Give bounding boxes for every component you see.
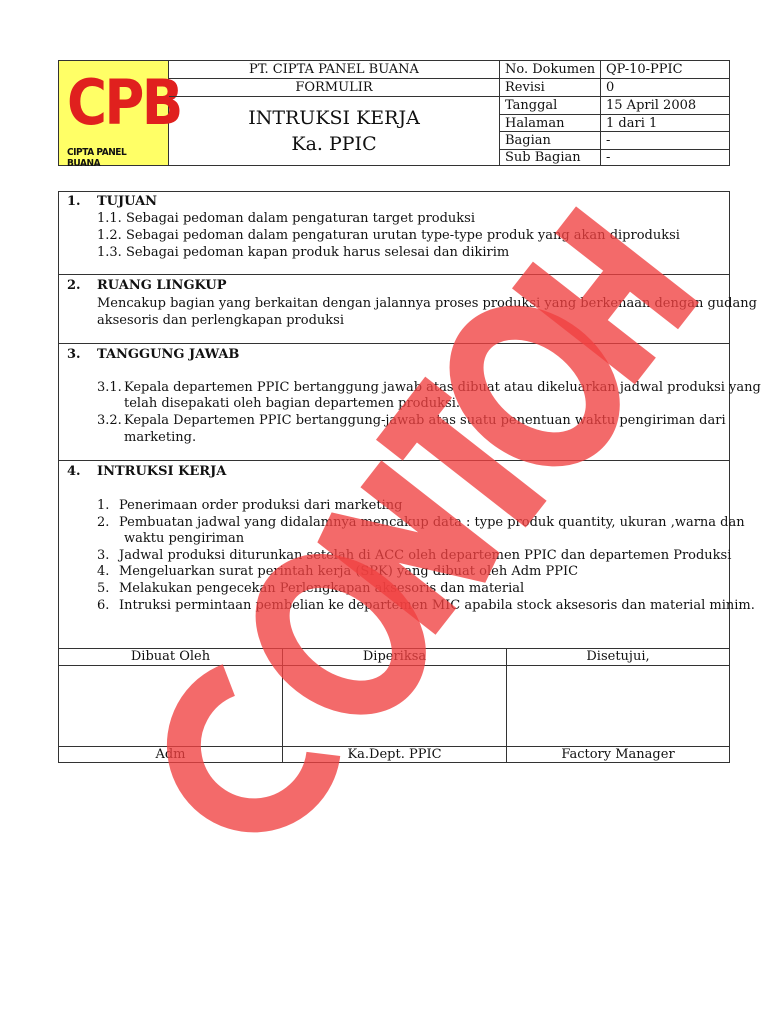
meta-label-revisi: Revisi bbox=[505, 80, 545, 95]
meta-value-halaman: 1 dari 1 bbox=[606, 116, 658, 131]
intruksi-item-2-number: 2. bbox=[97, 515, 110, 530]
intruksi-item-2-continuation: waktu pengiriman bbox=[124, 531, 245, 546]
section-3-title: TANGGUNG JAWAB bbox=[97, 347, 240, 362]
meta-value-revisi: 0 bbox=[606, 80, 615, 95]
form-type: FORMULIR bbox=[295, 80, 373, 95]
company-logo bbox=[59, 61, 181, 169]
ruang-text-line-2: aksesoris dan perlengkapan produksi bbox=[97, 313, 344, 328]
intruksi-item-6-text: Intruksi permintaan pembelian ke departemen MIC apabila stock aksesoris dan material minim. bbox=[119, 598, 755, 613]
section-1-title: TUJUAN bbox=[97, 194, 158, 209]
signature-header-dibuat: Dibuat Oleh bbox=[130, 649, 211, 664]
signature-header-disetujui: Disetujui, bbox=[586, 649, 650, 664]
signature-header-diperiksa: Diperiksa bbox=[362, 649, 427, 664]
intruksi-item-3-text: Jadwal produksi diturunkan setelah di ACC oleh departemen PPIC dan departemen Produksi bbox=[119, 548, 732, 563]
tanggung-item-2-line-2: marketing. bbox=[124, 430, 197, 445]
document-title bbox=[169, 105, 499, 157]
intruksi-item-5-text: Melakukan pengecekan Perlengkapan aksesoris dan material bbox=[119, 581, 525, 596]
tujuan-item-2: 1.2. Sebagai pedoman dalam pengaturan urutan type-type produk yang akan diproduksi bbox=[97, 228, 680, 243]
title-line-1: INTRUKSI KERJA bbox=[248, 107, 420, 129]
ruang-text-line-1: Mencakup bagian yang berkaitan dengan jalannya proses produksi yang berkenaan dengan gudang bbox=[97, 296, 757, 311]
intruksi-item-1-text: Penerimaan order produksi dari marketing bbox=[119, 498, 403, 513]
title-line-2: Ka. PPIC bbox=[291, 133, 377, 155]
meta-label-dokumen: No. Dokumen bbox=[505, 62, 596, 77]
tujuan-item-3: 1.3. Sebagai pedoman kapan produk harus selesai dan dikirim bbox=[97, 245, 510, 260]
meta-label-bagian: Bagian bbox=[505, 133, 551, 148]
section-3-number: 3. bbox=[67, 347, 81, 362]
document-header bbox=[58, 60, 730, 169]
watermark-text: CONTOH bbox=[0, 0, 5, 1]
section-4-number: 4. bbox=[67, 464, 81, 479]
section-2-title: RUANG LINGKUP bbox=[97, 278, 227, 293]
meta-value-dokumen: QP-10-PPIC bbox=[606, 62, 683, 77]
intruksi-item-1-number: 1. bbox=[97, 498, 110, 513]
meta-value-bagian: - bbox=[606, 133, 611, 148]
company-name: PT. CIPTA PANEL BUANA bbox=[249, 62, 419, 77]
meta-label-sub-bagian: Sub Bagian bbox=[505, 150, 581, 165]
tujuan-item-1: 1.1. Sebagai pedoman dalam pengaturan target produksi bbox=[97, 211, 476, 226]
intruksi-item-2-text: Pembuatan jadwal yang didalamnya mencakup data : type produk quantity, ukuran ,warna dan bbox=[119, 515, 745, 530]
tanggung-item-1-number: 3.1. bbox=[97, 380, 122, 395]
section-1-number: 1. bbox=[67, 194, 81, 209]
meta-value-sub-bagian: - bbox=[606, 150, 611, 165]
intruksi-item-3-number: 3. bbox=[97, 548, 110, 563]
section-4-title: INTRUKSI KERJA bbox=[97, 464, 227, 479]
intruksi-item-4-number: 4. bbox=[97, 564, 110, 579]
intruksi-item-5-number: 5. bbox=[97, 581, 110, 596]
signature-role-kadept: Ka.Dept. PPIC bbox=[347, 747, 442, 762]
meta-label-tanggal: Tanggal bbox=[505, 98, 558, 113]
tanggung-item-2-line-1: Kepala Departemen PPIC bertanggung-jawab atas suatu penentuan waktu pengiriman dari bbox=[124, 413, 726, 428]
intruksi-item-4-text: Mengeluarkan surat perintah kerja (SPK) yang dibuat oleh Adm PPIC bbox=[119, 564, 579, 579]
tanggung-item-2-number: 3.2. bbox=[97, 413, 122, 428]
tanggung-item-1-line-1: Kepala departemen PPIC bertanggung jawab atas dibuat atau dikeluarkan jadwal produksi yang bbox=[124, 380, 761, 395]
section-2-number: 2. bbox=[67, 278, 81, 293]
signature-role-factory-manager: Factory Manager bbox=[561, 747, 675, 762]
instruction-body bbox=[58, 191, 761, 763]
logo-subtext: CIPTA PANEL BUANA bbox=[67, 147, 127, 169]
tanggung-item-1-line-2: telah disepakati oleh bagian departemen produksi. bbox=[124, 396, 461, 411]
logo-text: CPB bbox=[67, 66, 181, 139]
signature-role-adm: Adm bbox=[155, 747, 186, 762]
intruksi-item-6-number: 6. bbox=[97, 598, 110, 613]
meta-value-tanggal: 15 April 2008 bbox=[606, 98, 697, 113]
meta-label-halaman: Halaman bbox=[505, 116, 565, 131]
